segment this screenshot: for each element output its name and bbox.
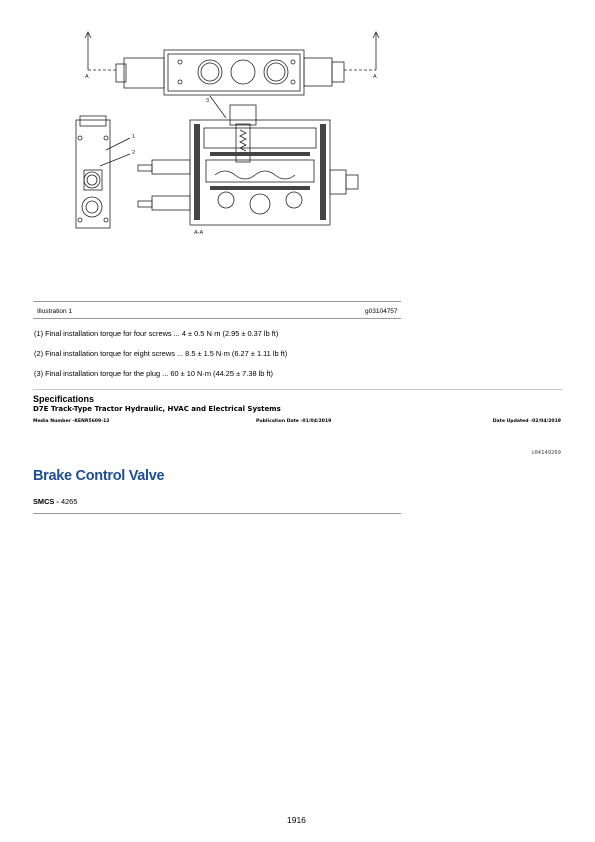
date-updated: Date Updated -02/04/2019 (492, 419, 561, 424)
graphic-id: g03104757 (365, 308, 398, 315)
smcs-rule (33, 513, 401, 514)
smcs-code (33, 497, 77, 506)
section-view-label: A-A (194, 230, 204, 236)
brake-valve-illustration (60, 20, 380, 245)
callout-1: 1 (132, 134, 136, 140)
caption-rule-bottom (33, 318, 401, 319)
document-id: i04149269 (531, 450, 561, 456)
smcs-value: 4265 (60, 497, 78, 506)
illustration-caption: Illustration 1 (37, 308, 73, 315)
specifications-title: Specifications (33, 394, 95, 404)
caption-rule-top (33, 301, 401, 302)
section-label-left: A (85, 74, 89, 80)
torque-spec-2: (2) Final installation torque for eight screws ... 8.5 ± 1.5 N·m (6.27 ± 1.11 lb ft) (34, 349, 288, 358)
callout-2: 2 (132, 150, 136, 156)
section-heading: Brake Control Valve (33, 468, 165, 484)
smcs-label: SMCS - (33, 497, 59, 506)
callout-3: 3 (206, 98, 210, 104)
torque-spec-1: (1) Final installation torque for four screws ... 4 ± 0.5 N·m (2.95 ± 0.37 lb ft) (34, 329, 279, 338)
specifications-subtitle: D7E Track-Type Tractor Hydraulic, HVAC and Electrical Systems (33, 405, 281, 413)
publication-date: Publication Date -01/04/2019 (256, 419, 332, 424)
spec-rule (33, 389, 562, 390)
page-number: 1916 (287, 815, 306, 825)
section-label-right: A (373, 74, 377, 80)
media-number: Media Number -KENR5609-12 (33, 419, 110, 424)
torque-spec-3: (3) Final installation torque for the plug ... 60 ± 10 N·m (44.25 ± 7.38 lb ft) (34, 369, 273, 378)
